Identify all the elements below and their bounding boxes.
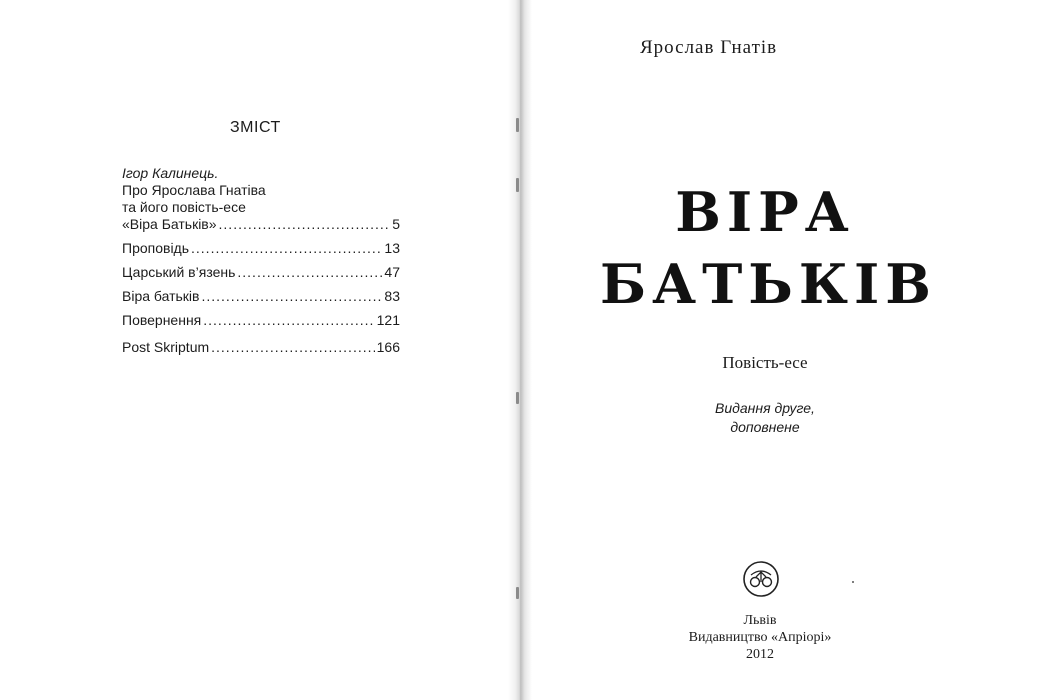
toc-entry-page: 121 bbox=[376, 312, 400, 328]
toc-entry-page: 83 bbox=[384, 288, 400, 304]
print-speck bbox=[852, 581, 854, 583]
toc-essay-line: та його повість-есе bbox=[122, 199, 246, 215]
book-title-line: БАТЬКІВ bbox=[600, 252, 937, 316]
toc-leader-dots bbox=[237, 264, 382, 281]
binding-stitch bbox=[516, 118, 519, 132]
toc-entry-title: «Віра Батьків» bbox=[122, 216, 217, 232]
toc-entry-page: 166 bbox=[376, 339, 400, 355]
binding-stitch bbox=[516, 587, 519, 599]
edition-line: Видання друге, bbox=[715, 400, 815, 416]
toc-entry-title: Віра батьків bbox=[122, 288, 200, 304]
toc-entry bbox=[122, 339, 400, 356]
toc-entry-title: Повернення bbox=[122, 312, 202, 328]
toc-entry bbox=[122, 288, 400, 305]
toc-entry-page: 13 bbox=[384, 240, 400, 256]
toc-entry bbox=[122, 264, 400, 281]
imprint-city: Львів bbox=[743, 613, 777, 628]
toc-entry-title: Post Skriptum bbox=[122, 339, 210, 355]
binding-stitch bbox=[516, 392, 519, 404]
toc-leader-dots bbox=[219, 216, 391, 233]
edition-line: доповнене bbox=[730, 419, 800, 435]
table-of-contents bbox=[122, 165, 400, 356]
edition-note bbox=[690, 399, 840, 437]
toc-entry bbox=[122, 216, 400, 233]
publisher-emblem-icon bbox=[742, 560, 780, 598]
toc-entry-page: 47 bbox=[384, 264, 400, 280]
book-title-line: ВІРА bbox=[675, 180, 855, 244]
title-page bbox=[515, 0, 1045, 700]
toc-essay-line: Про Ярослава Гнатіва bbox=[122, 182, 266, 198]
contents-page bbox=[0, 0, 515, 700]
book-gutter bbox=[508, 0, 532, 700]
book-subtitle: Повість-есе bbox=[722, 353, 808, 372]
imprint-publisher: Видавництво «Апріорі» bbox=[688, 630, 832, 645]
toc-entry bbox=[122, 312, 400, 329]
book-author: Ярослав Гнатів bbox=[640, 37, 778, 58]
toc-leader-dots bbox=[191, 240, 382, 257]
toc-leader-dots bbox=[203, 312, 374, 329]
toc-leader-dots bbox=[201, 288, 382, 305]
imprint-year: 2012 bbox=[746, 647, 774, 662]
toc-entry-page: 5 bbox=[392, 216, 400, 232]
toc-leader-dots bbox=[211, 339, 375, 356]
imprint bbox=[650, 612, 870, 663]
toc-entry-title: Проповідь bbox=[122, 240, 190, 256]
toc-author: Ігор Калинець. bbox=[122, 165, 219, 181]
toc-entry-title: Царський в’язень bbox=[122, 264, 236, 280]
binding-stitch bbox=[516, 178, 519, 192]
toc-entry bbox=[122, 240, 400, 257]
contents-heading: ЗМІСТ bbox=[230, 119, 281, 136]
